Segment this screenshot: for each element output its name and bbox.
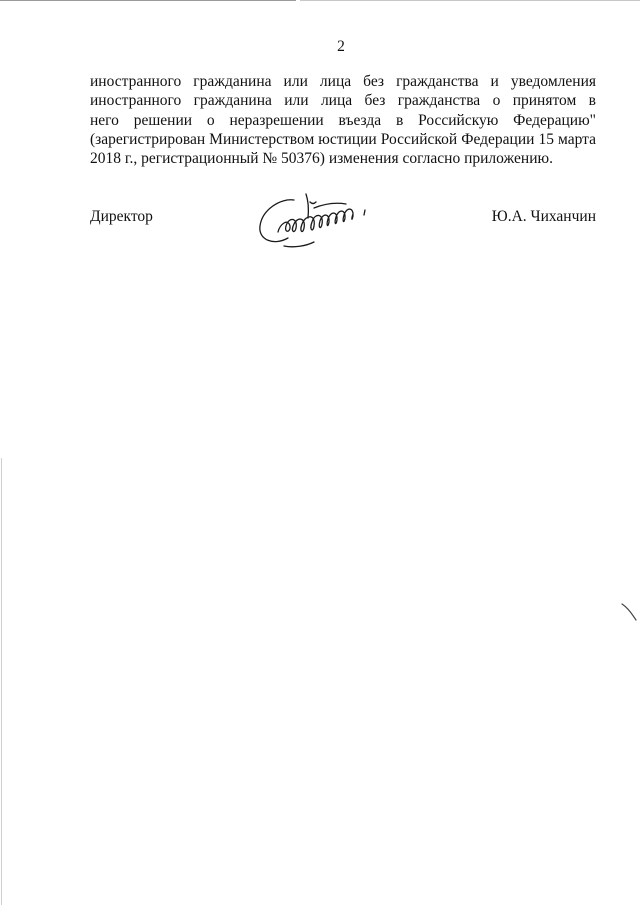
scan-margin-mark [620,602,640,624]
scan-border-top [0,0,296,1]
handwritten-signature [254,188,384,254]
scan-border-top-right [300,0,640,1]
scan-border-left [1,458,2,905]
paragraph-line: иностранного гражданина или лица без гражданства и уведомления [90,73,596,90]
paragraph-line: (зарегистрирован Министерством юстиции Российской Федерации 15 марта [90,130,596,148]
paragraph-line: него решении о неразрешении въезда в Российскую Федерацию" [90,111,596,129]
page-number: 2 [337,38,345,55]
signatory-name: Ю.А. Чиханчин [491,208,596,225]
signatory-title: Директор [90,208,153,225]
paragraph-line: иностранного гражданина или лица без гражданства о принятом в [90,92,596,110]
body-paragraph [90,72,596,168]
paragraph-line: 2018 г., регистрационный № 50376) изменения согласно приложению. [90,150,553,168]
